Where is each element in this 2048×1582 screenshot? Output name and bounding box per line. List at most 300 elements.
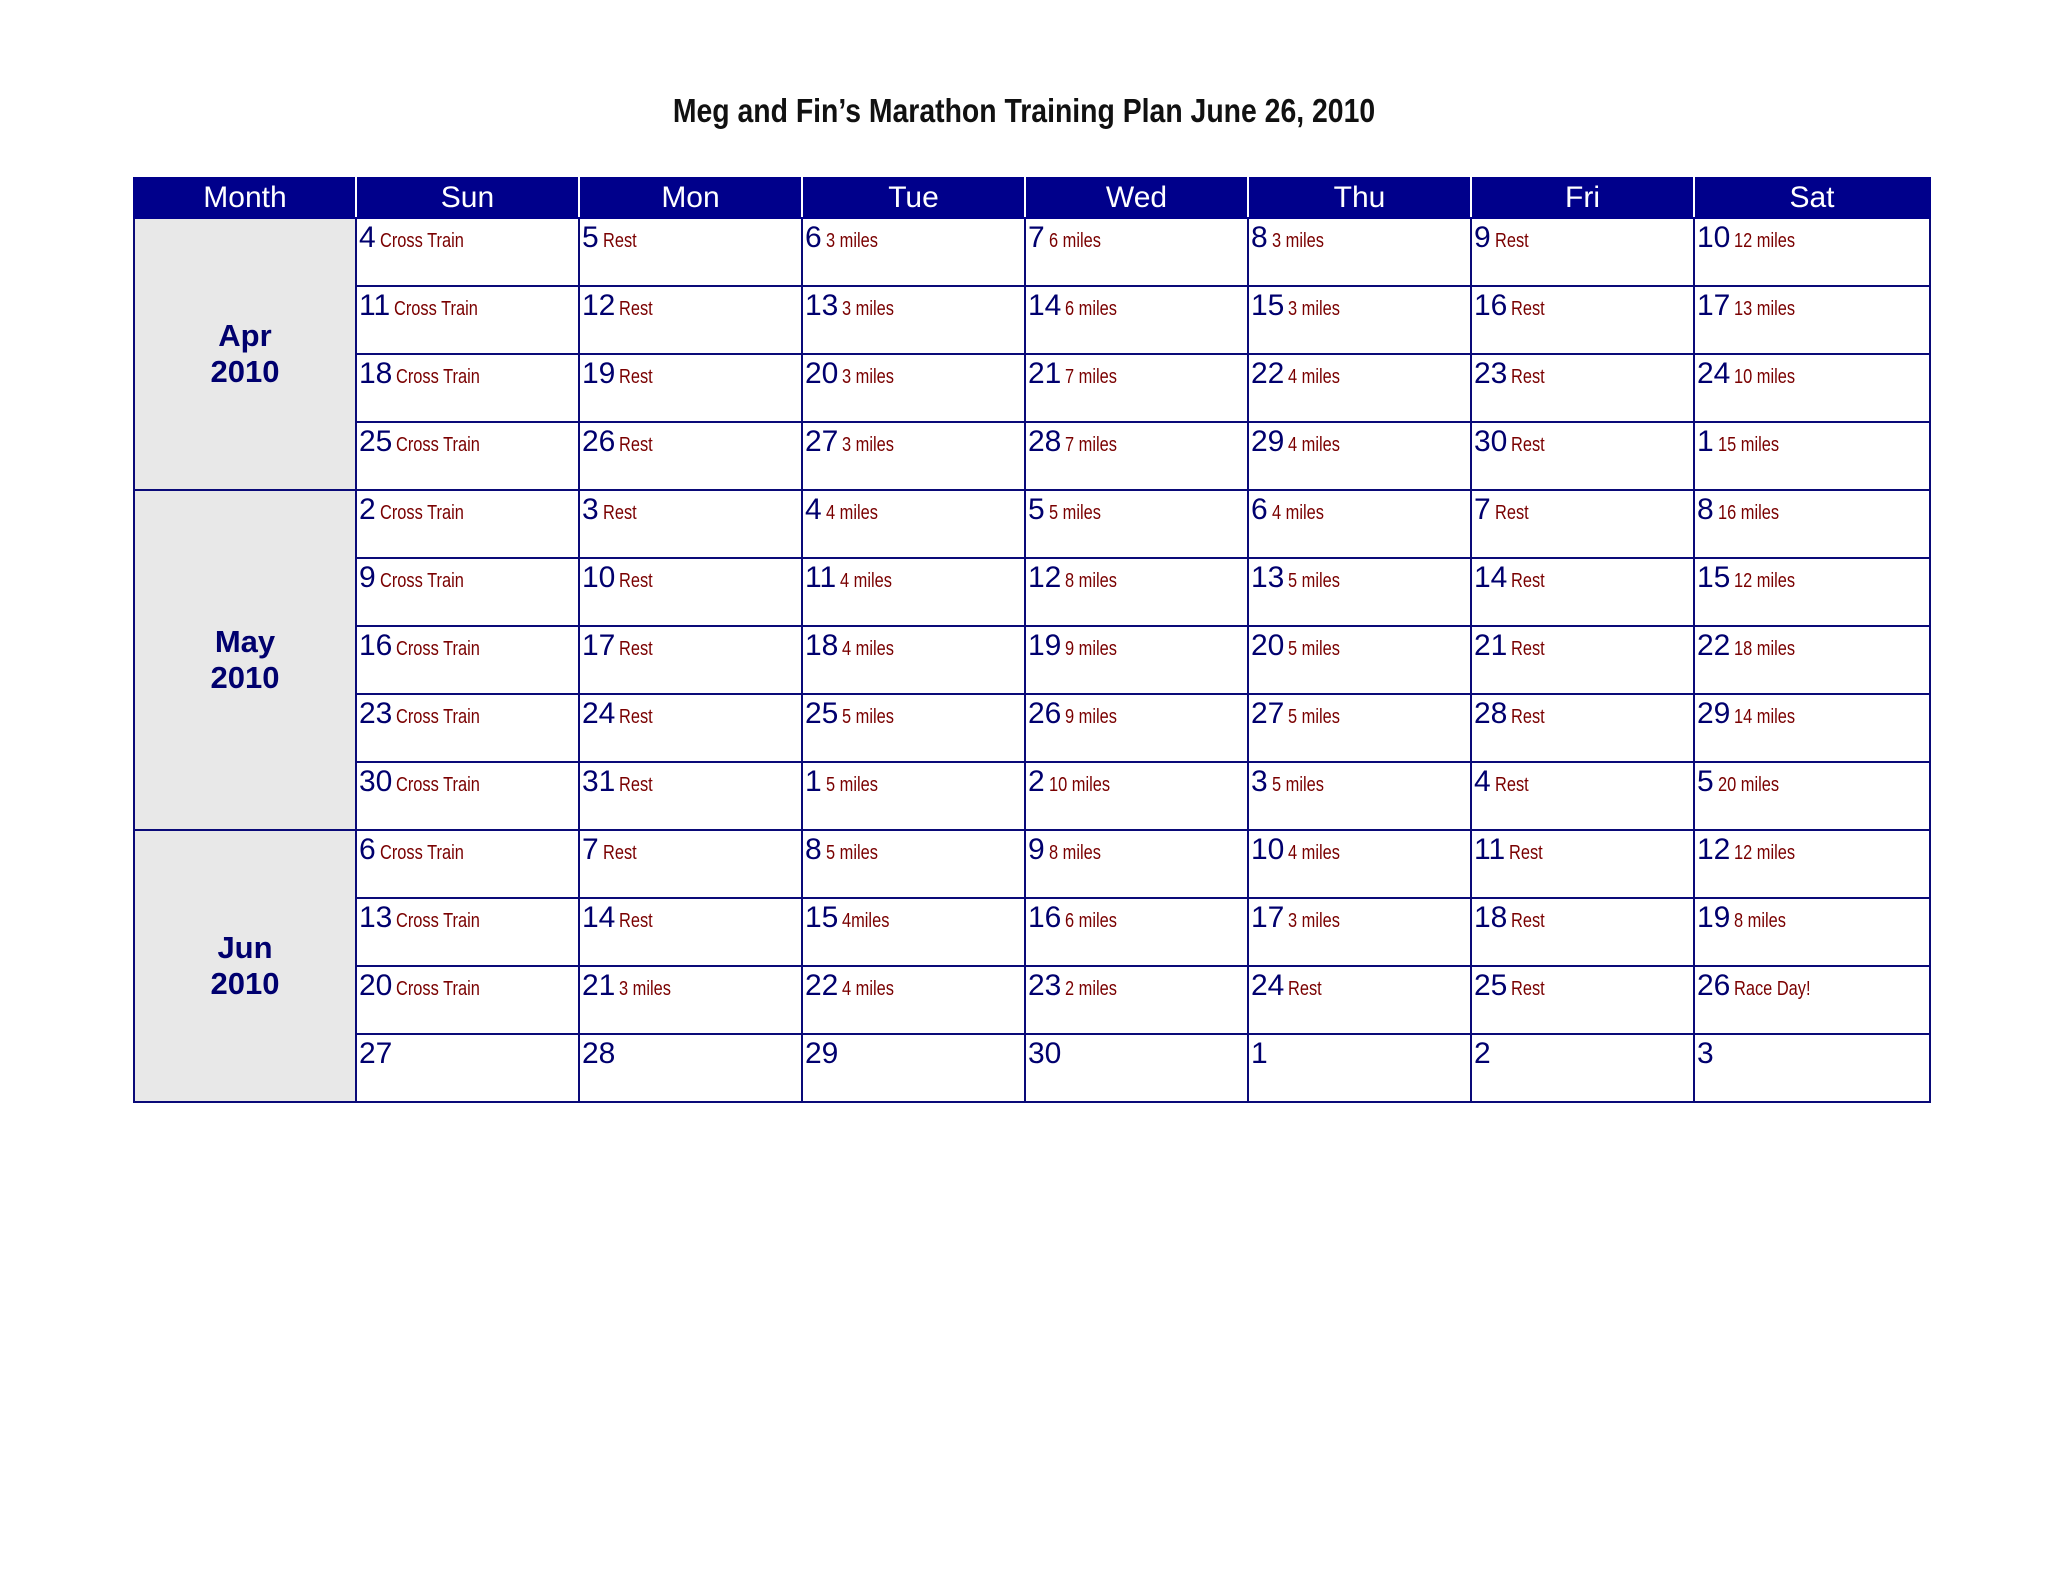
workout-label: Rest (619, 638, 654, 660)
day-number: 1 (1697, 425, 1714, 458)
week-row (134, 286, 1930, 354)
day-number: 6 (805, 221, 822, 254)
workout-label: Rest (619, 366, 654, 388)
workout-label: 12 miles (1734, 570, 1796, 592)
workout-label: 8 miles (1048, 842, 1101, 864)
day-number: 7 (1474, 493, 1491, 526)
day-number: 6 (359, 833, 376, 866)
day-cell-thu (1248, 966, 1471, 1034)
day-cell-thu (1248, 286, 1471, 354)
day-cell-fri (1471, 218, 1694, 286)
workout-label: Rest (1494, 774, 1529, 796)
day-number: 8 (1251, 221, 1268, 254)
day-cell-mon (579, 422, 802, 490)
day-number: 13 (359, 901, 393, 934)
workout-label: 4 miles (1288, 366, 1341, 388)
week-row (134, 218, 1930, 286)
workout-label: Rest (1511, 910, 1546, 932)
day-cell-mon (579, 762, 802, 830)
workout-label: Rest (602, 842, 637, 864)
week-row (134, 422, 1930, 490)
day-number: 30 (1474, 425, 1508, 458)
day-cell-sat (1694, 286, 1930, 354)
day-cell-fri (1471, 966, 1694, 1034)
workout-label: Cross Train (379, 842, 464, 864)
day-number: 14 (582, 901, 616, 934)
day-cell-sun (356, 626, 579, 694)
day-cell-wed (1025, 354, 1248, 422)
day-number: 25 (359, 425, 393, 458)
week-row (134, 898, 1930, 966)
day-number: 6 (1251, 493, 1268, 526)
day-cell-fri (1471, 762, 1694, 830)
day-cell-wed (1025, 558, 1248, 626)
day-number: 16 (1474, 289, 1508, 322)
day-number: 9 (359, 561, 376, 594)
day-number: 2 (1474, 1037, 1491, 1070)
day-number: 24 (1251, 969, 1285, 1002)
day-cell-sun (356, 966, 579, 1034)
month-name: Apr (218, 318, 272, 353)
day-cell-mon (579, 218, 802, 286)
day-number: 15 (1697, 561, 1731, 594)
day-number: 23 (359, 697, 393, 730)
day-cell-sun (356, 354, 579, 422)
day-cell-mon (579, 558, 802, 626)
workout-label: Rest (1511, 298, 1546, 320)
day-cell-mon (579, 1034, 802, 1102)
day-cell-tue (802, 626, 1025, 694)
day-cell-mon (579, 898, 802, 966)
day-cell-mon (579, 830, 802, 898)
day-number: 17 (1697, 289, 1731, 322)
day-cell-sat (1694, 354, 1930, 422)
workout-label: 4 miles (1288, 434, 1341, 456)
day-number: 11 (805, 561, 837, 594)
week-row (134, 558, 1930, 626)
month-year: 2010 (210, 354, 280, 389)
day-cell-mon (579, 354, 802, 422)
workout-label: 5 miles (842, 706, 895, 728)
month-name: May (214, 624, 276, 659)
day-number: 24 (582, 697, 616, 730)
day-number: 1 (805, 765, 822, 798)
workout-label: 6 miles (1065, 298, 1118, 320)
day-number: 11 (359, 289, 391, 322)
day-number: 1 (1251, 1037, 1268, 1070)
workout-label: Rest (1509, 842, 1543, 864)
workout-label: 3 miles (842, 434, 895, 456)
day-cell-sun (356, 762, 579, 830)
workout-label: 13 miles (1734, 298, 1796, 320)
day-cell-tue (802, 354, 1025, 422)
workout-label: 4miles (842, 910, 890, 932)
workout-label: 8 miles (1734, 910, 1787, 932)
day-number: 3 (1251, 765, 1268, 798)
workout-label: 2 miles (1065, 978, 1118, 1000)
day-number: 20 (805, 357, 839, 390)
day-cell-fri (1471, 1034, 1694, 1102)
day-number: 2 (1028, 765, 1045, 798)
workout-label: 3 miles (1271, 230, 1324, 252)
week-row (134, 490, 1930, 558)
day-number: 28 (1474, 697, 1508, 730)
day-cell-mon (579, 966, 802, 1034)
day-number: 13 (805, 289, 839, 322)
workout-label: 5 miles (1288, 706, 1341, 728)
day-number: 14 (1474, 561, 1508, 594)
day-cell-tue (802, 490, 1025, 558)
day-cell-tue (802, 830, 1025, 898)
workout-label: Rest (1288, 978, 1323, 1000)
month-year: 2010 (210, 660, 280, 695)
day-cell-fri (1471, 354, 1694, 422)
day-number: 29 (1251, 425, 1285, 458)
day-number: 10 (1251, 833, 1285, 866)
workout-label: 6 miles (1048, 230, 1101, 252)
day-number: 3 (582, 493, 599, 526)
day-number: 7 (582, 833, 599, 866)
day-number: 12 (1697, 833, 1731, 866)
workout-label: 3 miles (842, 366, 895, 388)
workout-label: 18 miles (1734, 638, 1796, 660)
day-number: 28 (582, 1037, 616, 1070)
workout-label: Cross Train (379, 570, 464, 592)
workout-label: Rest (602, 502, 637, 524)
day-number: 15 (1251, 289, 1285, 322)
day-number: 26 (1028, 697, 1062, 730)
day-number: 18 (805, 629, 839, 662)
workout-label: Rest (619, 434, 654, 456)
day-cell-wed (1025, 490, 1248, 558)
day-number: 17 (582, 629, 616, 662)
workout-label: 4 miles (840, 570, 893, 592)
workout-label: 16 miles (1717, 502, 1779, 524)
day-cell-sat (1694, 694, 1930, 762)
day-number: 7 (1028, 221, 1045, 254)
day-cell-wed (1025, 1034, 1248, 1102)
day-cell-fri (1471, 490, 1694, 558)
day-cell-thu (1248, 762, 1471, 830)
day-number: 4 (805, 493, 822, 526)
day-cell-thu (1248, 558, 1471, 626)
day-cell-wed (1025, 830, 1248, 898)
month-label-cell (134, 218, 356, 490)
workout-label: Rest (619, 570, 654, 592)
day-number: 12 (582, 289, 616, 322)
day-number: 14 (1028, 289, 1062, 322)
day-number: 17 (1251, 901, 1285, 934)
day-cell-wed (1025, 762, 1248, 830)
day-cell-sat (1694, 966, 1930, 1034)
header-sat: Sat (1694, 178, 1930, 218)
workout-label: 5 miles (825, 842, 878, 864)
workout-label: Cross Train (396, 978, 481, 1000)
day-number: 8 (1697, 493, 1714, 526)
workout-label: Cross Train (379, 502, 464, 524)
day-number: 31 (582, 765, 616, 798)
workout-label: 10 miles (1048, 774, 1110, 796)
day-number: 10 (582, 561, 616, 594)
day-number: 29 (1697, 697, 1731, 730)
week-row (134, 694, 1930, 762)
day-cell-thu (1248, 1034, 1471, 1102)
day-number: 27 (359, 1037, 393, 1070)
day-cell-fri (1471, 626, 1694, 694)
day-cell-fri (1471, 422, 1694, 490)
day-cell-thu (1248, 694, 1471, 762)
training-calendar (133, 177, 1931, 1103)
workout-label: 9 miles (1065, 706, 1118, 728)
day-cell-tue (802, 218, 1025, 286)
workout-label: Cross Train (379, 230, 464, 252)
workout-label: Rest (1511, 434, 1546, 456)
day-cell-mon (579, 286, 802, 354)
week-row (134, 1034, 1930, 1102)
day-cell-thu (1248, 422, 1471, 490)
day-number: 25 (805, 697, 839, 730)
day-number: 12 (1028, 561, 1062, 594)
workout-label: 3 miles (825, 230, 878, 252)
workout-label: 3 miles (1288, 910, 1341, 932)
day-number: 27 (805, 425, 839, 458)
week-row (134, 966, 1930, 1034)
header-fri: Fri (1471, 178, 1694, 218)
day-cell-sun (356, 422, 579, 490)
workout-label: Rest (619, 706, 654, 728)
workout-label: Cross Train (396, 910, 481, 932)
header-sun: Sun (356, 178, 579, 218)
workout-label: Cross Train (396, 706, 481, 728)
day-cell-tue (802, 966, 1025, 1034)
day-cell-thu (1248, 898, 1471, 966)
day-number: 5 (582, 221, 599, 254)
day-cell-sun (356, 490, 579, 558)
workout-label: Rest (1494, 230, 1529, 252)
workout-label: 7 miles (1065, 366, 1118, 388)
day-number: 19 (582, 357, 616, 390)
workout-label: 3 miles (1288, 298, 1341, 320)
workout-label: Rest (1511, 638, 1546, 660)
month-label-cell (134, 490, 356, 830)
day-number: 30 (359, 765, 393, 798)
month-name: Jun (217, 930, 273, 965)
workout-label: Cross Train (396, 774, 481, 796)
day-cell-mon (579, 694, 802, 762)
day-cell-thu (1248, 490, 1471, 558)
day-cell-wed (1025, 286, 1248, 354)
day-number: 18 (359, 357, 393, 390)
workout-label: Race Day! (1734, 978, 1811, 1000)
day-number: 10 (1697, 221, 1731, 254)
day-number: 20 (1251, 629, 1285, 662)
day-cell-thu (1248, 830, 1471, 898)
workout-label: Cross Train (396, 434, 481, 456)
day-cell-fri (1471, 286, 1694, 354)
day-cell-wed (1025, 626, 1248, 694)
workout-label: Rest (1511, 978, 1546, 1000)
day-cell-fri (1471, 558, 1694, 626)
day-cell-tue (802, 1034, 1025, 1102)
day-cell-mon (579, 626, 802, 694)
day-number: 22 (805, 969, 839, 1002)
day-number: 11 (1474, 833, 1506, 866)
day-number: 30 (1028, 1037, 1062, 1070)
day-cell-tue (802, 286, 1025, 354)
week-row (134, 626, 1930, 694)
day-cell-sat (1694, 762, 1930, 830)
day-cell-thu (1248, 626, 1471, 694)
workout-label: 14 miles (1734, 706, 1796, 728)
day-number: 18 (1474, 901, 1508, 934)
workout-label: Cross Train (394, 298, 479, 320)
workout-label: 12 miles (1734, 842, 1796, 864)
day-cell-sun (356, 218, 579, 286)
workout-label: Rest (1494, 502, 1529, 524)
day-number: 21 (1474, 629, 1508, 662)
day-cell-wed (1025, 422, 1248, 490)
calendar-body (134, 218, 1930, 1102)
day-cell-sun (356, 830, 579, 898)
day-cell-sat (1694, 558, 1930, 626)
day-number: 25 (1474, 969, 1508, 1002)
day-cell-sat (1694, 626, 1930, 694)
day-number: 24 (1697, 357, 1731, 390)
workout-label: 5 miles (1288, 638, 1341, 660)
day-number: 16 (1028, 901, 1062, 934)
workout-label: Rest (619, 298, 654, 320)
workout-label: 5 miles (1048, 502, 1101, 524)
day-cell-sat (1694, 422, 1930, 490)
header-mon: Mon (579, 178, 802, 218)
workout-label: 6 miles (1065, 910, 1118, 932)
day-number: 19 (1697, 901, 1731, 934)
day-number: 22 (1251, 357, 1285, 390)
day-cell-wed (1025, 898, 1248, 966)
day-cell-thu (1248, 218, 1471, 286)
day-cell-sun (356, 694, 579, 762)
day-number: 19 (1028, 629, 1062, 662)
day-number: 21 (1028, 357, 1062, 390)
workout-label: Rest (619, 774, 654, 796)
workout-label: Rest (619, 910, 654, 932)
day-number: 3 (1697, 1037, 1714, 1070)
workout-label: Cross Train (396, 366, 481, 388)
day-number: 21 (582, 969, 616, 1002)
week-row (134, 354, 1930, 422)
workout-label: 4 miles (825, 502, 878, 524)
day-cell-tue (802, 898, 1025, 966)
workout-label: 4 miles (842, 638, 895, 660)
day-number: 9 (1028, 833, 1045, 866)
day-cell-fri (1471, 898, 1694, 966)
workout-label: Rest (1511, 570, 1546, 592)
header-row (134, 178, 1930, 218)
header-tue: Tue (802, 178, 1025, 218)
day-cell-thu (1248, 354, 1471, 422)
workout-label: 20 miles (1717, 774, 1779, 796)
day-cell-tue (802, 694, 1025, 762)
workout-label: Rest (1511, 706, 1546, 728)
day-number: 29 (805, 1037, 839, 1070)
workout-label: 10 miles (1734, 366, 1796, 388)
week-row (134, 762, 1930, 830)
day-number: 13 (1251, 561, 1285, 594)
month-label-cell (134, 830, 356, 1102)
day-cell-wed (1025, 218, 1248, 286)
day-number: 27 (1251, 697, 1285, 730)
day-number: 5 (1697, 765, 1714, 798)
day-cell-fri (1471, 694, 1694, 762)
day-number: 20 (359, 969, 393, 1002)
workout-label: 5 miles (825, 774, 878, 796)
workout-label: 12 miles (1734, 230, 1796, 252)
day-cell-sat (1694, 490, 1930, 558)
page-title: Meg and Fin’s Marathon Training Plan June 26, 2010 (672, 92, 1376, 129)
day-cell-tue (802, 762, 1025, 830)
header-month: Month (134, 178, 356, 218)
day-cell-sat (1694, 218, 1930, 286)
workout-label: 5 miles (1271, 774, 1324, 796)
day-cell-sun (356, 558, 579, 626)
day-number: 5 (1028, 493, 1045, 526)
workout-label: 4 miles (842, 978, 895, 1000)
day-number: 8 (805, 833, 822, 866)
workout-label: 15 miles (1717, 434, 1779, 456)
workout-label: 3 miles (842, 298, 895, 320)
day-cell-wed (1025, 694, 1248, 762)
header-thu: Thu (1248, 178, 1471, 218)
day-number: 16 (359, 629, 393, 662)
day-number: 4 (1474, 765, 1491, 798)
day-cell-fri (1471, 830, 1694, 898)
workout-label: 8 miles (1065, 570, 1118, 592)
day-number: 2 (359, 493, 376, 526)
workout-label: Cross Train (396, 638, 481, 660)
workout-label: Rest (602, 230, 637, 252)
day-cell-wed (1025, 966, 1248, 1034)
day-cell-sat (1694, 830, 1930, 898)
day-cell-tue (802, 558, 1025, 626)
week-row (134, 830, 1930, 898)
workout-label: 7 miles (1065, 434, 1118, 456)
workout-label: Rest (1511, 366, 1546, 388)
day-number: 4 (359, 221, 376, 254)
day-cell-sun (356, 286, 579, 354)
day-cell-mon (579, 490, 802, 558)
day-cell-sat (1694, 1034, 1930, 1102)
day-number: 28 (1028, 425, 1062, 458)
day-number: 23 (1028, 969, 1062, 1002)
day-cell-tue (802, 422, 1025, 490)
day-number: 26 (1697, 969, 1731, 1002)
day-cell-sun (356, 1034, 579, 1102)
workout-label: 9 miles (1065, 638, 1118, 660)
day-number: 22 (1697, 629, 1731, 662)
day-cell-sat (1694, 898, 1930, 966)
workout-label: 4 miles (1288, 842, 1341, 864)
day-number: 26 (582, 425, 616, 458)
header-wed: Wed (1025, 178, 1248, 218)
month-year: 2010 (210, 966, 280, 1001)
workout-label: 4 miles (1271, 502, 1324, 524)
day-number: 23 (1474, 357, 1508, 390)
workout-label: 5 miles (1288, 570, 1341, 592)
day-cell-sun (356, 898, 579, 966)
day-number: 15 (805, 901, 839, 934)
day-number: 9 (1474, 221, 1491, 254)
workout-label: 3 miles (619, 978, 672, 1000)
